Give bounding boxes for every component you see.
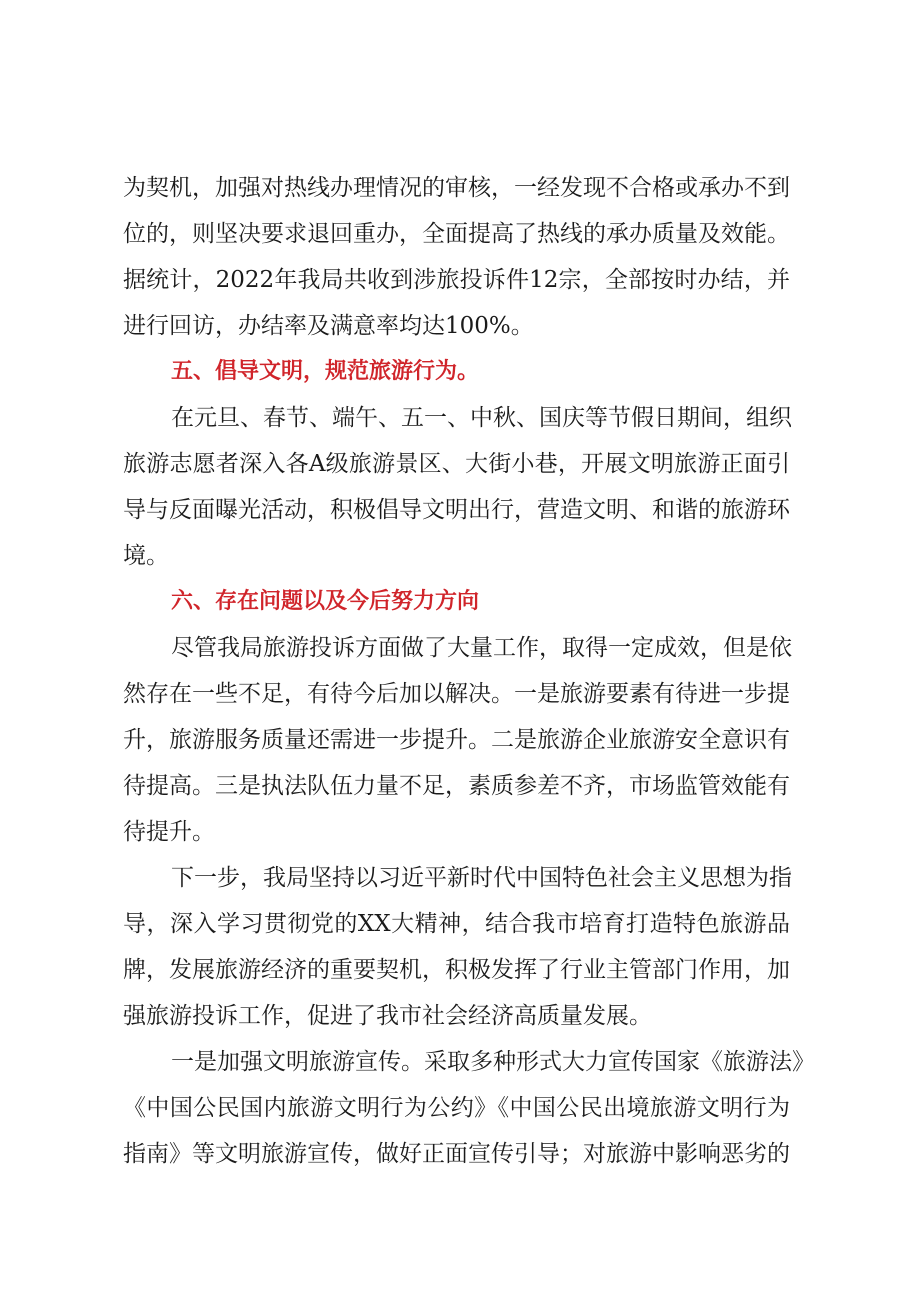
- text-line: 据统计，2022年我局共收到涉旅投诉件12宗，全部按时办结，并: [123, 267, 790, 293]
- text-line: 旅游志愿者深入各A级旅游景区、大街小巷，开展文明旅游正面引: [123, 451, 790, 477]
- text-line: 尽管我局旅游投诉方面做了大量工作，取得一定成效，但是依: [171, 635, 792, 661]
- text-line: 境。: [123, 543, 169, 569]
- text-line: 下一步，我局坚持以习近平新时代中国特色社会主义思想为指: [171, 865, 792, 891]
- text-line: 进行回访，办结率及满意率均达100%。: [123, 313, 534, 339]
- text-line: 《中国公民国内旅游文明行为公约》《中国公民出境旅游文明行为: [123, 1095, 790, 1121]
- section-heading-5: 五、倡导文明，规范旅游行为。: [171, 359, 480, 384]
- text-line: 导与反面曝光活动，积极倡导文明出行，营造文明、和谐的旅游环: [123, 497, 790, 523]
- text-line: 在元旦、春节、端午、五一、中秋、国庆等节假日期间，组织: [171, 405, 792, 431]
- text-line: 指南》等文明旅游宣传，做好正面宣传引导；对旅游中影响恶劣的: [123, 1141, 790, 1167]
- text-line: 牌，发展旅游经济的重要契机，积极发挥了行业主管部门作用，加: [123, 957, 790, 983]
- text-line: 为契机，加强对热线办理情况的审核，一经发现不合格或承办不到: [123, 175, 790, 201]
- text-line: 待提高。三是执法队伍力量不足，素质参差不齐，市场监管效能有: [123, 773, 790, 799]
- text-line: 升，旅游服务质量还需进一步提升。二是旅游企业旅游安全意识有: [123, 727, 790, 753]
- text-line: 导，深入学习贯彻党的XX大精神，结合我市培育打造特色旅游品: [123, 911, 790, 937]
- text-line: 位的，则坚决要求退回重办，全面提高了热线的承办质量及效能。: [123, 221, 790, 247]
- section-heading-6: 六、存在问题以及今后努力方向: [171, 589, 480, 614]
- text-line: 待提升。: [123, 819, 215, 845]
- text-line: 一是加强文明旅游宣传。采取多种形式大力宣传国家《旅游法》: [171, 1049, 815, 1075]
- text-line: 强旅游投诉工作，促进了我市社会经济高质量发展。: [123, 1003, 652, 1029]
- text-line: 然存在一些不足，有待今后加以解决。一是旅游要素有待进一步提: [123, 681, 790, 707]
